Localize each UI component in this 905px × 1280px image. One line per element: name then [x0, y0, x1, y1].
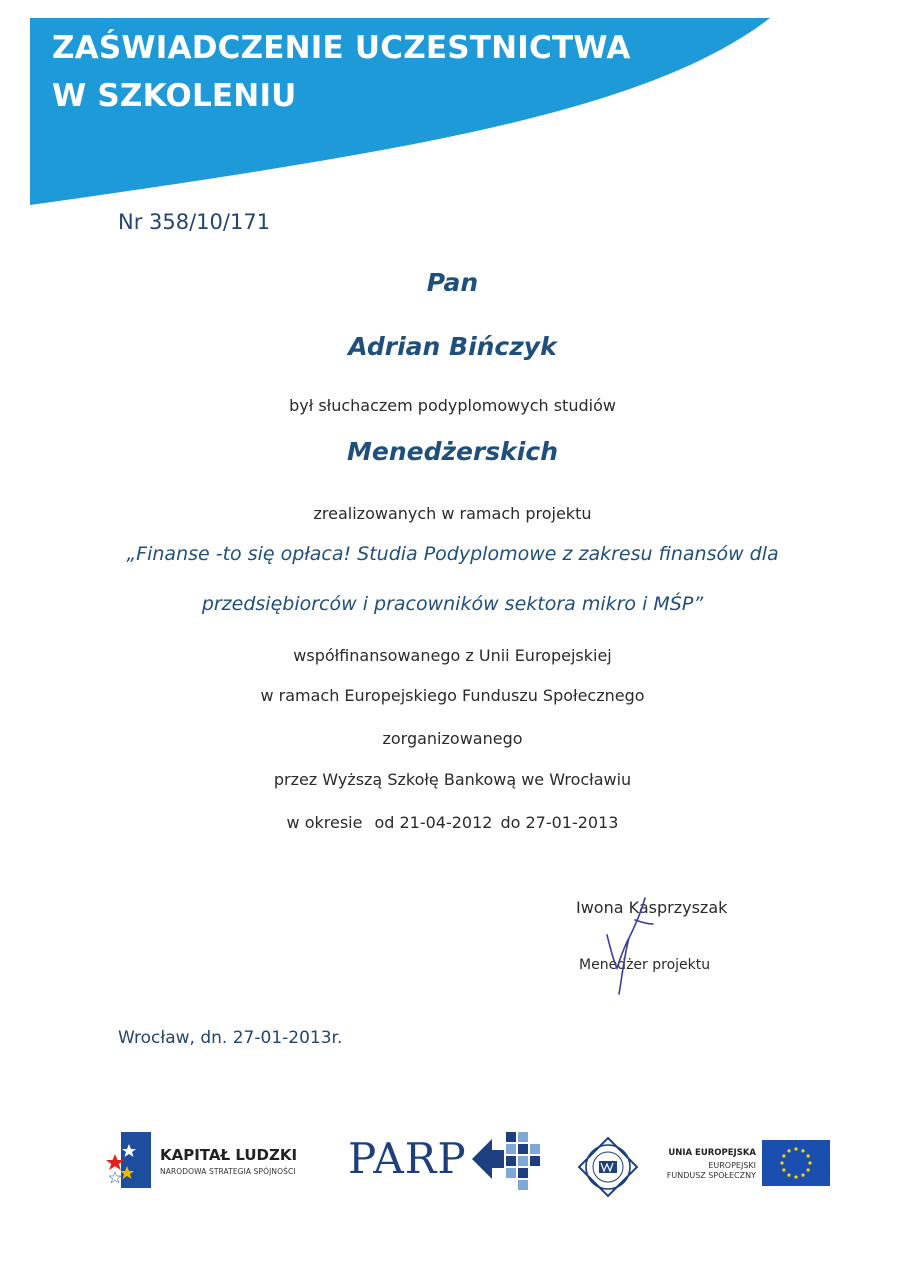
eu-star [807, 1168, 810, 1171]
cofinanced-line: współfinansowanego z Unii Europejskiej [293, 646, 612, 665]
studies-line: był słuchaczem podyplomowych studiów [289, 396, 616, 415]
eu-star [782, 1154, 785, 1157]
eu-star [794, 1175, 797, 1178]
page-title-line-1: ZAŚWIADCZENIE UCZESTNICTWA [52, 30, 631, 66]
eu-star [780, 1161, 783, 1164]
eu-star [787, 1174, 790, 1177]
kapital-ludzki-title: KAPITAŁ LUDZKI [160, 1146, 298, 1164]
eu-star [801, 1149, 804, 1152]
signer-role: Menedżer projektu [579, 957, 711, 973]
eu-star [808, 1161, 811, 1164]
place-and-date: Wrocław, dn. 27-01-2013r. [118, 1028, 343, 1048]
period-line [0, 813, 905, 832]
program-name: Menedżerskich [346, 437, 558, 466]
parp-logo [348, 1128, 548, 1194]
eu-star [787, 1149, 790, 1152]
handwritten-signature [595, 890, 665, 1000]
eu-logo [640, 1140, 830, 1190]
period-to: do 27-01-2013 [500, 813, 619, 832]
salutation: Pan [426, 268, 479, 297]
fund-line: w ramach Europejskiego Funduszu Społecznego [260, 686, 645, 705]
eu-subtitle-1: EUROPEJSKI [708, 1161, 756, 1170]
eu-star [782, 1168, 785, 1171]
signer-name: Iwona Kasprzyszak [576, 898, 728, 917]
eu-star [794, 1147, 797, 1150]
period-prefix: w okresie [286, 813, 363, 832]
kapital-ludzki-stars-icon [105, 1132, 151, 1188]
footer-logos [0, 1120, 905, 1210]
eu-star [801, 1174, 804, 1177]
eu-title: UNIA EUROPEJSKA [668, 1148, 756, 1158]
parp-text: PARP [348, 1134, 467, 1183]
eu-flag-icon [762, 1140, 830, 1186]
period-from: od 21-04-2012 [374, 813, 493, 832]
eu-subtitle-2: FUNDUSZ SPOŁECZNY [666, 1171, 756, 1180]
wsb-seal-icon [577, 1136, 639, 1198]
certificate-number: Nr 358/10/171 [118, 210, 271, 234]
page-title-line-2: W SZKOLENIU [52, 78, 297, 114]
eu-star [807, 1154, 810, 1157]
project-title-line-2: przedsiębiorców i pracowników sektora mikro i MŚP” [201, 593, 704, 615]
organized-line: zorganizowanego [382, 729, 523, 748]
project-intro-line: zrealizowanych w ramach projektu [313, 504, 592, 523]
project-title-line-1: „Finanse -to się opłaca! Studia Podyplomowe z zakresu finansów dla [126, 543, 779, 565]
participant-name: Adrian Bińczyk [348, 332, 557, 361]
kapital-ludzki-logo [105, 1132, 325, 1192]
school-line: przez Wyższą Szkołę Bankową we Wrocławiu [273, 770, 632, 789]
parp-arrows-icon [470, 1128, 540, 1190]
kapital-ludzki-subtitle: NARODOWA STRATEGIA SPÓJNOŚCI [160, 1167, 296, 1176]
